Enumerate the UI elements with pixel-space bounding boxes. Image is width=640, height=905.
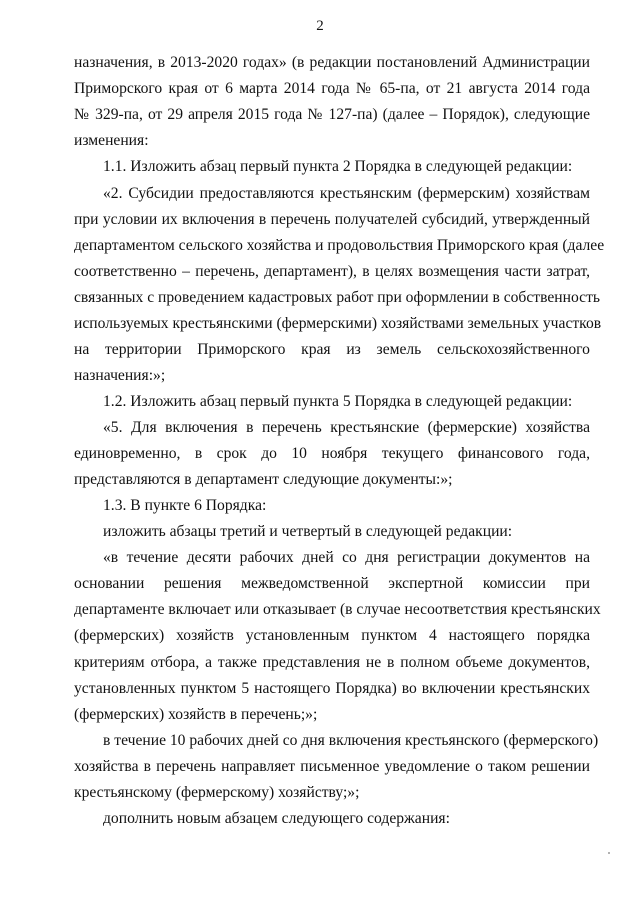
word: комиссии	[482, 575, 546, 592]
word: года,	[557, 445, 590, 462]
text-line: 1.2. Изложить абзац первый пункта 5 Порядка в следующей редакции:	[103, 393, 573, 410]
word: сельскохозяйственного	[437, 341, 590, 358]
text-line: «2. Субсидии предоставляются крестьянским (фермерским) хозяйствам	[103, 185, 590, 202]
text-line: «в течение десяти рабочих дней со дня регистрации документов на	[103, 549, 590, 566]
text-line: установленных пунктом 5 настоящего Порядка) во включении крестьянских	[74, 680, 590, 697]
text-line: 1.3. В пункте 6 Порядка:	[103, 497, 267, 514]
text-line: департаментом сельского хозяйства и продовольствия Приморского края (далее	[74, 237, 605, 254]
word: единовременно,	[74, 445, 181, 462]
word: основании	[74, 575, 145, 592]
word: территории	[104, 341, 182, 358]
text-line: назначения:»;	[74, 367, 166, 384]
word: финансового	[457, 445, 544, 462]
word: Приморского	[197, 341, 286, 358]
text-line-spread	[74, 444, 590, 464]
text-line: 1.1. Изложить абзац первый пункта 2 Порядка в следующей редакции:	[103, 158, 573, 175]
word: ноября	[321, 445, 368, 462]
word: земель	[376, 341, 422, 358]
word: экспертной	[388, 575, 464, 592]
text-line: изменения:	[74, 132, 149, 149]
text-line: хозяйства в перечень направляет письменное уведомление о таком решении	[74, 758, 590, 775]
text-line: Приморского края от 6 марта 2014 года № 65-па, от 21 августа 2014 года	[74, 80, 590, 97]
word: края	[301, 341, 331, 358]
word: на	[74, 341, 90, 358]
text-line: «5. Для включения в перечень крестьянские (фермерские) хозяйства	[103, 419, 590, 436]
page-number: 2	[316, 18, 324, 34]
text-line: соответственно – перечень, департамент), в целях возмещения части затрат,	[74, 263, 590, 280]
text-line: (фермерских) хозяйств установленным пунктом 4 настоящего порядка	[74, 627, 590, 644]
word: из	[346, 341, 361, 358]
text-line: в течение 10 рабочих дней со дня включения крестьянского (фермерского)	[103, 732, 599, 749]
text-line: назначения, в 2013-2020 годах» (в редакции постановлений Администрации	[74, 54, 590, 71]
text-line-spread	[74, 574, 590, 594]
text-line: изложить абзацы третий и четвертый в следующей редакции:	[103, 523, 513, 540]
text-line: № 329-па, от 29 апреля 2015 года № 127-па) (далее – Порядок), следующие	[74, 106, 590, 123]
word: решения	[163, 575, 222, 592]
text-line: используемых крестьянскими (фермерскими) хозяйствами земельных участков	[74, 315, 602, 332]
text-line: крестьянскому (фермерскому) хозяйству;»;	[74, 784, 360, 801]
text-line: дополнить новым абзацем следующего содержания:	[103, 810, 450, 827]
word: при	[565, 575, 590, 592]
scan-speck	[608, 852, 610, 854]
word: до	[261, 445, 277, 462]
text-line-spread	[74, 340, 590, 360]
text-line: представляются в департамент следующие документы:»;	[74, 471, 453, 488]
word: в	[194, 445, 203, 462]
word: текущего	[381, 445, 444, 462]
word: срок	[216, 445, 247, 462]
text-line: (фермерских) хозяйств в перечень;»;	[74, 706, 318, 723]
word: межведомственной	[241, 575, 369, 592]
word: 10	[291, 445, 307, 462]
text-line: связанных с проведением кадастровых работ при оформлении в собственность	[74, 289, 601, 306]
text-line: при условии их включения в перечень получателей субсидий, утвержденный	[74, 211, 590, 228]
text-line: критериям отбора, а также представления не в полном объеме документов,	[74, 654, 590, 671]
text-line: департаменте включает или отказывает (в случае несоответствия крестьянских	[74, 601, 601, 618]
